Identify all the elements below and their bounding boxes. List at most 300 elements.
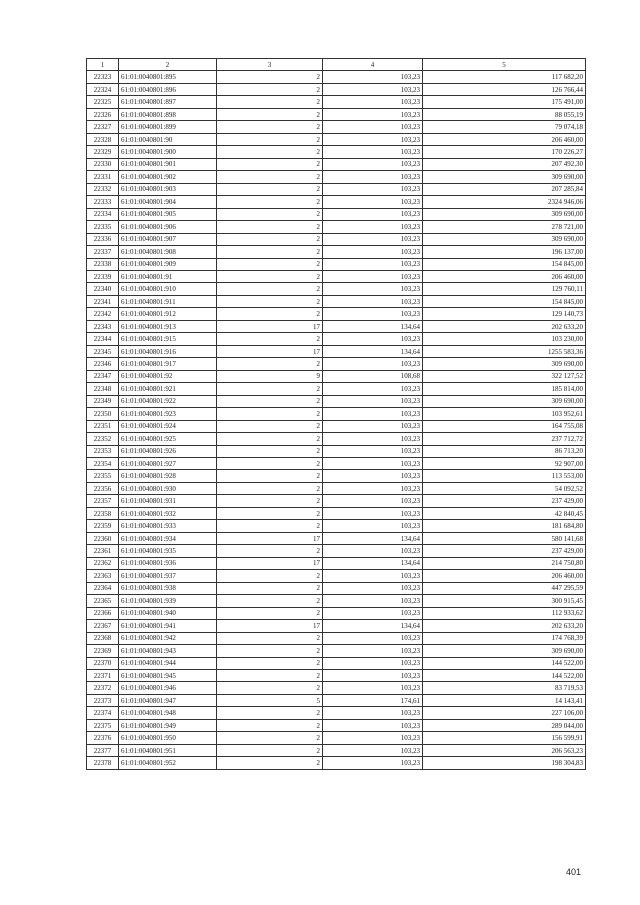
floor-cell: 2 bbox=[217, 258, 323, 270]
row-number-cell: 22352 bbox=[87, 433, 119, 445]
table-row bbox=[87, 719, 586, 731]
row-number-cell: 22349 bbox=[87, 395, 119, 407]
table-row bbox=[87, 732, 586, 744]
area-cell: 103,23 bbox=[323, 96, 423, 108]
floor-cell: 2 bbox=[217, 707, 323, 719]
row-number-cell: 22368 bbox=[87, 632, 119, 644]
value-cell: 175 491,00 bbox=[423, 96, 586, 108]
floor-cell: 2 bbox=[217, 520, 323, 532]
area-cell: 103,23 bbox=[323, 71, 423, 83]
row-number-cell: 22360 bbox=[87, 532, 119, 544]
floor-cell: 2 bbox=[217, 657, 323, 669]
table-row bbox=[87, 133, 586, 145]
cadastral-number-cell: 61:01:0040801:895 bbox=[119, 71, 217, 83]
row-number-cell: 22357 bbox=[87, 495, 119, 507]
value-cell: 54 092,52 bbox=[423, 482, 586, 494]
area-cell: 103,23 bbox=[323, 645, 423, 657]
value-cell: 202 633,20 bbox=[423, 320, 586, 332]
table-row bbox=[87, 246, 586, 258]
cadastral-number-cell: 61:01:0040801:950 bbox=[119, 732, 217, 744]
table-row bbox=[87, 570, 586, 582]
table-row bbox=[87, 270, 586, 282]
cadastral-number-cell: 61:01:0040801:916 bbox=[119, 345, 217, 357]
value-cell: 309 690,00 bbox=[423, 171, 586, 183]
value-cell: 14 143,41 bbox=[423, 694, 586, 706]
value-cell: 154 845,00 bbox=[423, 295, 586, 307]
row-number-cell: 22324 bbox=[87, 83, 119, 95]
table-row bbox=[87, 458, 586, 470]
value-cell: 103 952,61 bbox=[423, 408, 586, 420]
value-cell: 309 690,00 bbox=[423, 645, 586, 657]
floor-cell: 2 bbox=[217, 383, 323, 395]
floor-cell: 2 bbox=[217, 669, 323, 681]
cadastral-number-cell: 61:01:0040801:896 bbox=[119, 83, 217, 95]
table-row bbox=[87, 595, 586, 607]
area-cell: 103,23 bbox=[323, 520, 423, 532]
floor-cell: 2 bbox=[217, 433, 323, 445]
cadastral-number-cell: 61:01:0040801:952 bbox=[119, 757, 217, 769]
cadastral-number-cell: 61:01:0040801:897 bbox=[119, 96, 217, 108]
cadastral-number-cell: 61:01:0040801:937 bbox=[119, 570, 217, 582]
cadastral-number-cell: 61:01:0040801:951 bbox=[119, 744, 217, 756]
area-cell: 103,23 bbox=[323, 595, 423, 607]
value-cell: 144 522,00 bbox=[423, 657, 586, 669]
cadastral-number-cell: 61:01:0040801:917 bbox=[119, 358, 217, 370]
area-cell: 103,23 bbox=[323, 482, 423, 494]
floor-cell: 2 bbox=[217, 196, 323, 208]
area-cell: 174,61 bbox=[323, 694, 423, 706]
area-cell: 103,23 bbox=[323, 83, 423, 95]
table-row bbox=[87, 208, 586, 220]
floor-cell: 2 bbox=[217, 233, 323, 245]
row-number-cell: 22334 bbox=[87, 208, 119, 220]
cadastral-number-cell: 61:01:0040801:927 bbox=[119, 458, 217, 470]
cadastral-number-cell: 61:01:0040801:947 bbox=[119, 694, 217, 706]
area-cell: 103,23 bbox=[323, 383, 423, 395]
value-cell: 181 684,80 bbox=[423, 520, 586, 532]
row-number-cell: 22370 bbox=[87, 657, 119, 669]
value-cell: 83 719,53 bbox=[423, 682, 586, 694]
row-number-cell: 22348 bbox=[87, 383, 119, 395]
cadastral-number-cell: 61:01:0040801:912 bbox=[119, 308, 217, 320]
area-cell: 103,23 bbox=[323, 582, 423, 594]
row-number-cell: 22355 bbox=[87, 470, 119, 482]
area-cell: 134,64 bbox=[323, 320, 423, 332]
table-row bbox=[87, 196, 586, 208]
cadastral-number-cell: 61:01:0040801:907 bbox=[119, 233, 217, 245]
table-row bbox=[87, 146, 586, 158]
floor-cell: 2 bbox=[217, 333, 323, 345]
area-cell: 103,23 bbox=[323, 669, 423, 681]
cadastral-number-cell: 61:01:0040801:91 bbox=[119, 270, 217, 282]
area-cell: 103,23 bbox=[323, 270, 423, 282]
value-cell: 206 563,23 bbox=[423, 744, 586, 756]
table-row bbox=[87, 482, 586, 494]
area-cell: 103,23 bbox=[323, 719, 423, 731]
cadastral-number-cell: 61:01:0040801:939 bbox=[119, 595, 217, 607]
area-cell: 103,23 bbox=[323, 507, 423, 519]
area-cell: 134,64 bbox=[323, 532, 423, 544]
row-number-cell: 22358 bbox=[87, 507, 119, 519]
floor-cell: 2 bbox=[217, 183, 323, 195]
row-number-cell: 22341 bbox=[87, 295, 119, 307]
table-row bbox=[87, 96, 586, 108]
table-row bbox=[87, 744, 586, 756]
row-number-cell: 22377 bbox=[87, 744, 119, 756]
value-cell: 309 690,00 bbox=[423, 208, 586, 220]
area-cell: 103,23 bbox=[323, 121, 423, 133]
area-cell: 103,23 bbox=[323, 208, 423, 220]
floor-cell: 2 bbox=[217, 719, 323, 731]
floor-cell: 2 bbox=[217, 221, 323, 233]
row-number-cell: 22337 bbox=[87, 246, 119, 258]
cadastral-number-cell: 61:01:0040801:935 bbox=[119, 545, 217, 557]
value-cell: 196 137,00 bbox=[423, 246, 586, 258]
floor-cell: 2 bbox=[217, 595, 323, 607]
table-row bbox=[87, 345, 586, 357]
cadastral-number-cell: 61:01:0040801:943 bbox=[119, 645, 217, 657]
value-cell: 79 074,18 bbox=[423, 121, 586, 133]
floor-cell: 2 bbox=[217, 420, 323, 432]
table-row bbox=[87, 557, 586, 569]
table-row bbox=[87, 383, 586, 395]
cadastral-number-cell: 61:01:0040801:941 bbox=[119, 620, 217, 632]
table-row bbox=[87, 283, 586, 295]
floor-cell: 2 bbox=[217, 171, 323, 183]
value-cell: 126 766,44 bbox=[423, 83, 586, 95]
table-row bbox=[87, 358, 586, 370]
header-col-1: 1 bbox=[87, 59, 119, 71]
row-number-cell: 22332 bbox=[87, 183, 119, 195]
floor-cell: 2 bbox=[217, 121, 323, 133]
area-cell: 103,23 bbox=[323, 707, 423, 719]
row-number-cell: 22338 bbox=[87, 258, 119, 270]
cadastral-number-cell: 61:01:0040801:910 bbox=[119, 283, 217, 295]
cadastral-number-cell: 61:01:0040801:903 bbox=[119, 183, 217, 195]
table-row bbox=[87, 470, 586, 482]
area-cell: 103,23 bbox=[323, 258, 423, 270]
value-cell: 129 760,11 bbox=[423, 283, 586, 295]
area-cell: 103,23 bbox=[323, 283, 423, 295]
floor-cell: 2 bbox=[217, 146, 323, 158]
header-col-5: 5 bbox=[423, 59, 586, 71]
row-number-cell: 22374 bbox=[87, 707, 119, 719]
floor-cell: 17 bbox=[217, 320, 323, 332]
cadastral-number-cell: 61:01:0040801:928 bbox=[119, 470, 217, 482]
table-row bbox=[87, 669, 586, 681]
area-cell: 103,23 bbox=[323, 221, 423, 233]
area-cell: 134,64 bbox=[323, 345, 423, 357]
cadastral-number-cell: 61:01:0040801:901 bbox=[119, 158, 217, 170]
value-cell: 103 230,00 bbox=[423, 333, 586, 345]
row-number-cell: 22346 bbox=[87, 358, 119, 370]
row-number-cell: 22347 bbox=[87, 370, 119, 382]
header-row bbox=[87, 59, 586, 71]
area-cell: 103,23 bbox=[323, 632, 423, 644]
row-number-cell: 22369 bbox=[87, 645, 119, 657]
area-cell: 103,23 bbox=[323, 295, 423, 307]
row-number-cell: 22345 bbox=[87, 345, 119, 357]
cadastral-number-cell: 61:01:0040801:945 bbox=[119, 669, 217, 681]
floor-cell: 2 bbox=[217, 507, 323, 519]
value-cell: 164 755,08 bbox=[423, 420, 586, 432]
cadastral-number-cell: 61:01:0040801:932 bbox=[119, 507, 217, 519]
floor-cell: 17 bbox=[217, 345, 323, 357]
cadastral-number-cell: 61:01:0040801:90 bbox=[119, 133, 217, 145]
floor-cell: 2 bbox=[217, 395, 323, 407]
floor-cell: 17 bbox=[217, 557, 323, 569]
header-col-3: 3 bbox=[217, 59, 323, 71]
floor-cell: 2 bbox=[217, 682, 323, 694]
area-cell: 103,23 bbox=[323, 196, 423, 208]
cadastral-number-cell: 61:01:0040801:926 bbox=[119, 445, 217, 457]
floor-cell: 5 bbox=[217, 694, 323, 706]
floor-cell: 2 bbox=[217, 71, 323, 83]
value-cell: 309 690,00 bbox=[423, 395, 586, 407]
floor-cell: 2 bbox=[217, 744, 323, 756]
row-number-cell: 22356 bbox=[87, 482, 119, 494]
floor-cell: 2 bbox=[217, 83, 323, 95]
floor-cell: 2 bbox=[217, 308, 323, 320]
area-cell: 103,23 bbox=[323, 146, 423, 158]
floor-cell: 2 bbox=[217, 283, 323, 295]
area-cell: 103,23 bbox=[323, 682, 423, 694]
row-number-cell: 22327 bbox=[87, 121, 119, 133]
table-body bbox=[87, 71, 586, 769]
floor-cell: 2 bbox=[217, 270, 323, 282]
cadastral-number-cell: 61:01:0040801:900 bbox=[119, 146, 217, 158]
table-row bbox=[87, 657, 586, 669]
table-row bbox=[87, 420, 586, 432]
table-row bbox=[87, 582, 586, 594]
area-cell: 103,23 bbox=[323, 171, 423, 183]
row-number-cell: 22329 bbox=[87, 146, 119, 158]
floor-cell: 2 bbox=[217, 208, 323, 220]
area-cell: 103,23 bbox=[323, 445, 423, 457]
area-cell: 103,23 bbox=[323, 545, 423, 557]
table-row bbox=[87, 333, 586, 345]
cadastral-number-cell: 61:01:0040801:908 bbox=[119, 246, 217, 258]
row-number-cell: 22351 bbox=[87, 420, 119, 432]
row-number-cell: 22328 bbox=[87, 133, 119, 145]
table-row bbox=[87, 408, 586, 420]
row-number-cell: 22342 bbox=[87, 308, 119, 320]
area-cell: 103,23 bbox=[323, 744, 423, 756]
area-cell: 103,23 bbox=[323, 757, 423, 769]
floor-cell: 2 bbox=[217, 358, 323, 370]
row-number-cell: 22367 bbox=[87, 620, 119, 632]
table-row bbox=[87, 707, 586, 719]
area-cell: 103,23 bbox=[323, 657, 423, 669]
table-row bbox=[87, 83, 586, 95]
area-cell: 103,23 bbox=[323, 183, 423, 195]
table-row bbox=[87, 532, 586, 544]
table-row bbox=[87, 757, 586, 769]
value-cell: 185 814,00 bbox=[423, 383, 586, 395]
value-cell: 174 768,39 bbox=[423, 632, 586, 644]
row-number-cell: 22362 bbox=[87, 557, 119, 569]
row-number-cell: 22365 bbox=[87, 595, 119, 607]
value-cell: 206 460,00 bbox=[423, 270, 586, 282]
area-cell: 103,23 bbox=[323, 470, 423, 482]
row-number-cell: 22336 bbox=[87, 233, 119, 245]
floor-cell: 2 bbox=[217, 632, 323, 644]
value-cell: 237 429,00 bbox=[423, 545, 586, 557]
header-col-2: 2 bbox=[119, 59, 217, 71]
table-row bbox=[87, 295, 586, 307]
value-cell: 278 721,00 bbox=[423, 221, 586, 233]
area-cell: 103,23 bbox=[323, 108, 423, 120]
value-cell: 289 044,00 bbox=[423, 719, 586, 731]
value-cell: 170 226,27 bbox=[423, 146, 586, 158]
cadastral-number-cell: 61:01:0040801:948 bbox=[119, 707, 217, 719]
value-cell: 309 690,00 bbox=[423, 233, 586, 245]
area-cell: 108,68 bbox=[323, 370, 423, 382]
floor-cell: 2 bbox=[217, 108, 323, 120]
area-cell: 134,64 bbox=[323, 620, 423, 632]
value-cell: 309 690,00 bbox=[423, 358, 586, 370]
table-row bbox=[87, 258, 586, 270]
table-row bbox=[87, 158, 586, 170]
cadastral-number-cell: 61:01:0040801:913 bbox=[119, 320, 217, 332]
row-number-cell: 22378 bbox=[87, 757, 119, 769]
table-row bbox=[87, 233, 586, 245]
value-cell: 156 599,91 bbox=[423, 732, 586, 744]
table-row bbox=[87, 221, 586, 233]
row-number-cell: 22326 bbox=[87, 108, 119, 120]
value-cell: 207 285,84 bbox=[423, 183, 586, 195]
value-cell: 206 460,00 bbox=[423, 133, 586, 145]
table-row bbox=[87, 545, 586, 557]
table-row bbox=[87, 520, 586, 532]
table-row bbox=[87, 183, 586, 195]
table-row bbox=[87, 395, 586, 407]
cadastral-number-cell: 61:01:0040801:930 bbox=[119, 482, 217, 494]
area-cell: 103,23 bbox=[323, 433, 423, 445]
table-row bbox=[87, 682, 586, 694]
floor-cell: 2 bbox=[217, 96, 323, 108]
row-number-cell: 22372 bbox=[87, 682, 119, 694]
value-cell: 580 141,68 bbox=[423, 532, 586, 544]
cadastral-number-cell: 61:01:0040801:944 bbox=[119, 657, 217, 669]
row-number-cell: 22339 bbox=[87, 270, 119, 282]
table-row bbox=[87, 495, 586, 507]
table-row bbox=[87, 632, 586, 644]
floor-cell: 17 bbox=[217, 620, 323, 632]
table-row bbox=[87, 171, 586, 183]
row-number-cell: 22344 bbox=[87, 333, 119, 345]
table-row bbox=[87, 445, 586, 457]
table-row bbox=[87, 121, 586, 133]
value-cell: 198 304,83 bbox=[423, 757, 586, 769]
row-number-cell: 22353 bbox=[87, 445, 119, 457]
cadastral-number-cell: 61:01:0040801:933 bbox=[119, 520, 217, 532]
row-number-cell: 22330 bbox=[87, 158, 119, 170]
cadastral-number-cell: 61:01:0040801:946 bbox=[119, 682, 217, 694]
floor-cell: 2 bbox=[217, 408, 323, 420]
cadastral-number-cell: 61:01:0040801:922 bbox=[119, 395, 217, 407]
row-number-cell: 22366 bbox=[87, 607, 119, 619]
floor-cell: 2 bbox=[217, 570, 323, 582]
header-col-4: 4 bbox=[323, 59, 423, 71]
table-row bbox=[87, 620, 586, 632]
row-number-cell: 22371 bbox=[87, 669, 119, 681]
value-cell: 207 492,30 bbox=[423, 158, 586, 170]
row-number-cell: 22323 bbox=[87, 71, 119, 83]
cadastral-number-cell: 61:01:0040801:938 bbox=[119, 582, 217, 594]
row-number-cell: 22343 bbox=[87, 320, 119, 332]
table-row bbox=[87, 645, 586, 657]
table-row bbox=[87, 607, 586, 619]
value-cell: 117 682,20 bbox=[423, 71, 586, 83]
row-number-cell: 22364 bbox=[87, 582, 119, 594]
area-cell: 103,23 bbox=[323, 458, 423, 470]
floor-cell: 9 bbox=[217, 370, 323, 382]
floor-cell: 2 bbox=[217, 645, 323, 657]
area-cell: 103,23 bbox=[323, 246, 423, 258]
value-cell: 237 712,72 bbox=[423, 433, 586, 445]
cadastral-number-cell: 61:01:0040801:904 bbox=[119, 196, 217, 208]
area-cell: 103,23 bbox=[323, 420, 423, 432]
row-number-cell: 22354 bbox=[87, 458, 119, 470]
row-number-cell: 22340 bbox=[87, 283, 119, 295]
value-cell: 447 295,59 bbox=[423, 582, 586, 594]
value-cell: 300 915,45 bbox=[423, 595, 586, 607]
cadastral-number-cell: 61:01:0040801:923 bbox=[119, 408, 217, 420]
row-number-cell: 22333 bbox=[87, 196, 119, 208]
page-number: 401 bbox=[566, 867, 582, 877]
table-row bbox=[87, 694, 586, 706]
row-number-cell: 22375 bbox=[87, 719, 119, 731]
cadastral-number-cell: 61:01:0040801:942 bbox=[119, 632, 217, 644]
area-cell: 103,23 bbox=[323, 158, 423, 170]
value-cell: 154 845,00 bbox=[423, 258, 586, 270]
table-row bbox=[87, 71, 586, 83]
cadastral-number-cell: 61:01:0040801:931 bbox=[119, 495, 217, 507]
table-row bbox=[87, 308, 586, 320]
area-cell: 103,23 bbox=[323, 133, 423, 145]
row-number-cell: 22325 bbox=[87, 96, 119, 108]
value-cell: 206 460,00 bbox=[423, 570, 586, 582]
area-cell: 103,23 bbox=[323, 395, 423, 407]
value-cell: 202 633,20 bbox=[423, 620, 586, 632]
floor-cell: 2 bbox=[217, 295, 323, 307]
cadastral-number-cell: 61:01:0040801:925 bbox=[119, 433, 217, 445]
cadastral-number-cell: 61:01:0040801:898 bbox=[119, 108, 217, 120]
area-cell: 103,23 bbox=[323, 732, 423, 744]
value-cell: 86 713,20 bbox=[423, 445, 586, 457]
floor-cell: 2 bbox=[217, 482, 323, 494]
floor-cell: 2 bbox=[217, 582, 323, 594]
row-number-cell: 22373 bbox=[87, 694, 119, 706]
floor-cell: 2 bbox=[217, 458, 323, 470]
value-cell: 227 106,00 bbox=[423, 707, 586, 719]
value-cell: 1255 583,36 bbox=[423, 345, 586, 357]
value-cell: 92 907,00 bbox=[423, 458, 586, 470]
table-row bbox=[87, 507, 586, 519]
value-cell: 144 522,00 bbox=[423, 669, 586, 681]
area-cell: 103,23 bbox=[323, 233, 423, 245]
area-cell: 103,23 bbox=[323, 333, 423, 345]
table-row bbox=[87, 370, 586, 382]
area-cell: 103,23 bbox=[323, 358, 423, 370]
floor-cell: 2 bbox=[217, 732, 323, 744]
area-cell: 103,23 bbox=[323, 495, 423, 507]
row-number-cell: 22363 bbox=[87, 570, 119, 582]
cadastral-number-cell: 61:01:0040801:949 bbox=[119, 719, 217, 731]
table-row bbox=[87, 320, 586, 332]
row-number-cell: 22335 bbox=[87, 221, 119, 233]
